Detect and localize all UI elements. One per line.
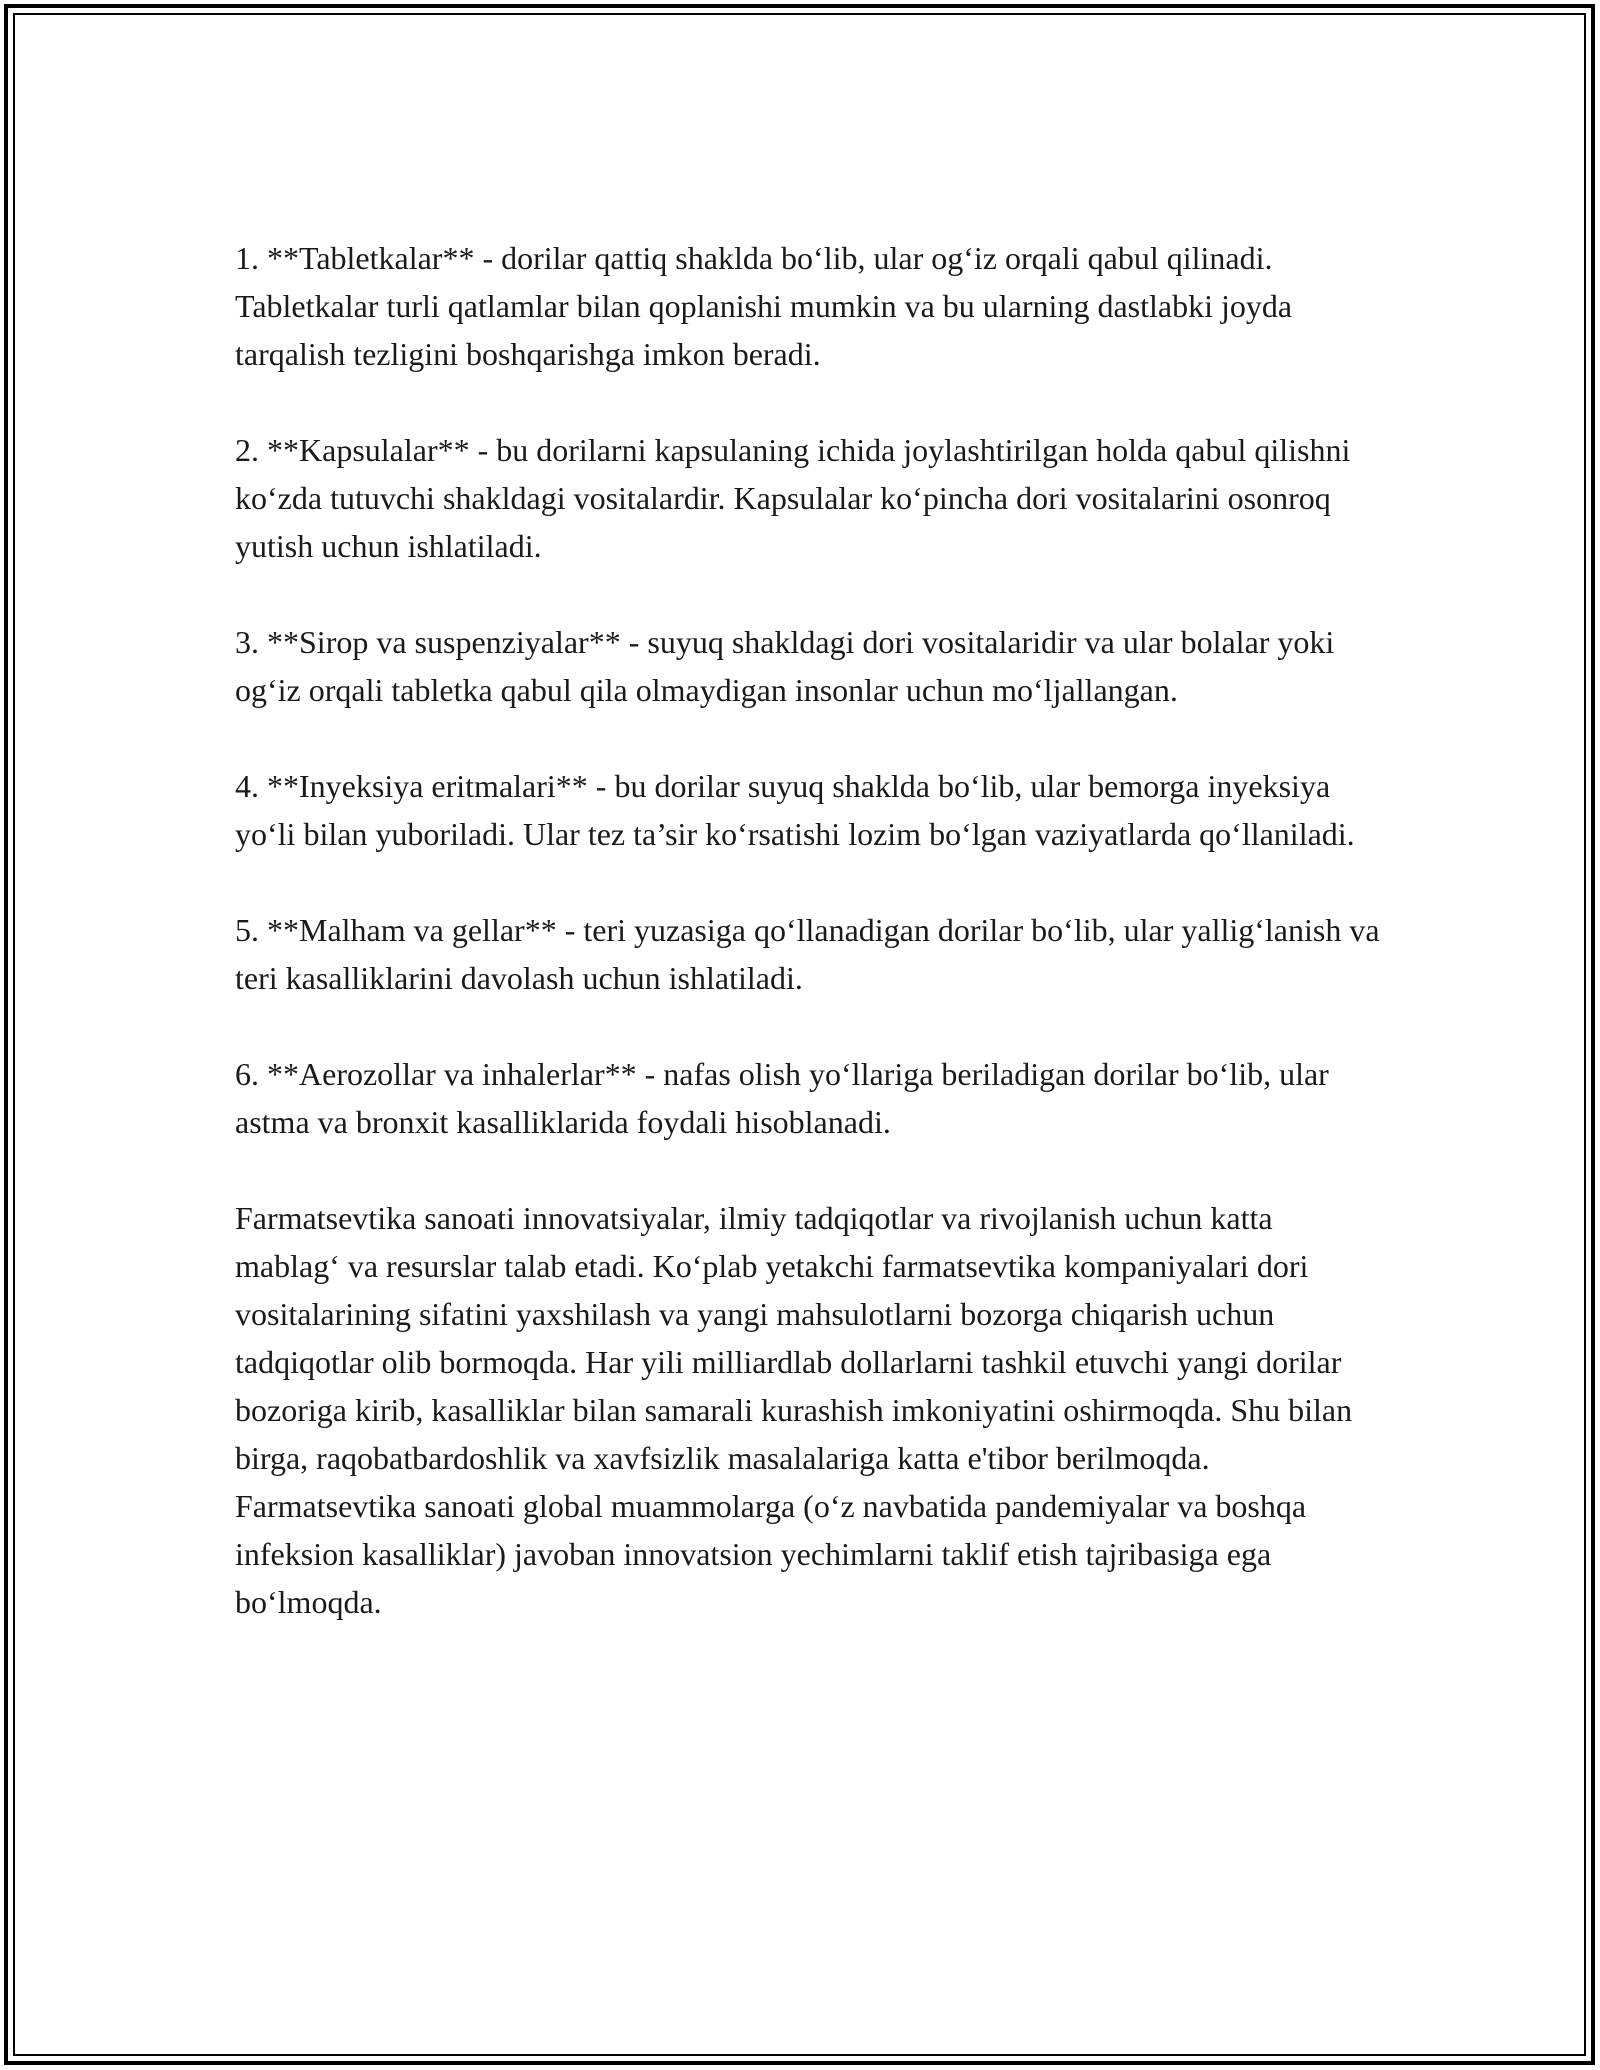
list-item-malham: 5. **Malham va gellar** - teri yuzasiga qo‘llanadigan dorilar bo‘lib, ular yallig‘lanish va teri kasalliklarini davolash uchun ishlatiladi. xyxy=(235,912,1380,996)
list-item-kapsulalar: 2. **Kapsulalar** - bu dorilarni kapsulaning ichida joylashtirilgan holda qabul qilishni ko‘zda tutuvchi shakldagi vositalardir. Kapsulalar ko‘pincha dori vositalarini osonroq yutish uchun ishlatiladi. xyxy=(235,432,1351,564)
closing-paragraph: Farmatsevtika sanoati innovatsiyalar, ilmiy tadqiqotlar va rivojlanish uchun katta mablag‘ va resurslar talab etadi. Ko‘plab yetakchi farmatsevtika kompaniyalari dori vositalarining sifatini yaxshilash va yangi mahsulotlarni bozorga chiqarish uchun tadqiqotlar olib bormoqda. Har yili milliardlab dollarlarni tashkil etuvchi yangi dorilar bozoriga kirib, kasalliklar bilan samarali kurashish imkoniyatini oshirmoqda. Shu bilan birga, raqobatbardoshlik va xavfsizlik masalalariga katta e'tibor berilmoqda. Farmatsevtika sanoati global muammolarga (o‘z navbatida pandemiyalar va boshqa infeksion kasalliklar) javoban innovatsion yechimlarni taklif etish tajribasiga ega bo‘lmoqda. xyxy=(235,1200,1353,1620)
list-item-inyeksiya: 4. **Inyeksiya eritmalari** - bu dorilar suyuq shaklda bo‘lib, ular bemorga inyeksiya yo‘li bilan yuboriladi. Ular tez ta’sir ko‘rsatishi lozim bo‘lgan vaziyatlarda qo‘llaniladi. xyxy=(235,768,1355,852)
document-body xyxy=(235,234,1385,1626)
list-item-aerozollar: 6. **Aerozollar va inhalerlar** - nafas olish yo‘llariga beriladigan dorilar bo‘lib, ular astma va bronxit kasalliklarida foydali hisoblanadi. xyxy=(235,1056,1329,1140)
list-item-tabletkalar: 1. **Tabletkalar** - dorilar qattiq shaklda bo‘lib, ular og‘iz orqali qabul qilinadi. Tabletkalar turli qatlamlar bilan qoplanishi mumkin va bu ularning dastlabki joyda tarqalish tezligini boshqarishga imkon beradi. xyxy=(235,240,1293,372)
list-item-sirop: 3. **Sirop va suspenziyalar** - suyuq shakldagi dori vositalaridir va ular bolalar yoki og‘iz orqali tabletka qabul qila olmaydigan insonlar uchun mo‘ljallangan. xyxy=(235,624,1335,708)
